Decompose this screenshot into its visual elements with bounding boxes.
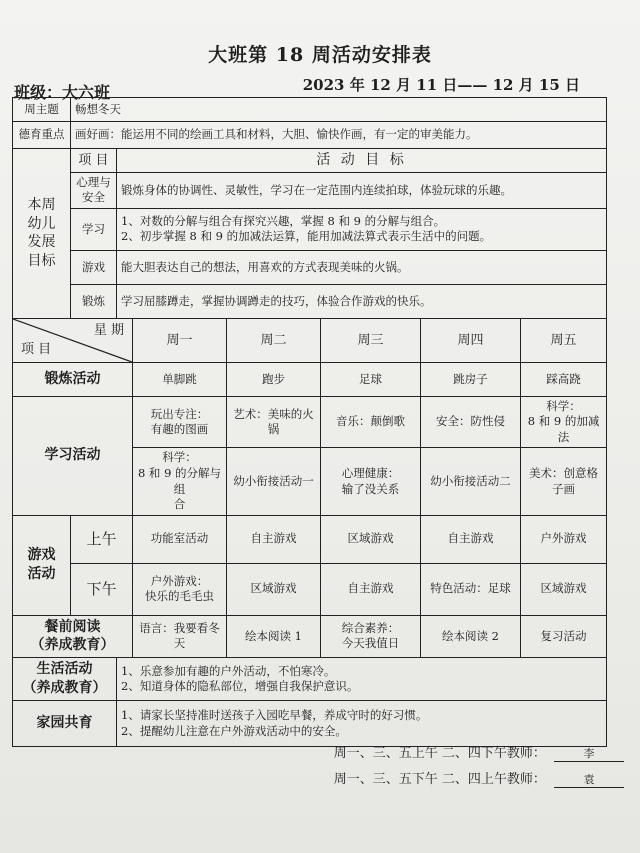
cell-line: 户外游戏：	[150, 573, 209, 588]
cell-line: 合	[173, 497, 186, 512]
cell-line: 输了没关系	[341, 481, 400, 496]
day-header: 周五	[521, 318, 607, 362]
corner-bottom-label: 项 目	[21, 342, 52, 358]
reading-cell: 绘本阅读 1	[227, 615, 321, 658]
teacher-signature-1: 李	[554, 745, 624, 762]
learning-cell: 幼小衔接活动一	[227, 448, 321, 515]
exercise-cell: 跑步	[227, 362, 321, 396]
goals-section-line: 本周	[27, 196, 56, 213]
goal-text: 锻炼身体的协调性、灵敏性，学习在一定范围内连续拍球，体验玩球的乐趣。	[117, 172, 607, 208]
home-label: 家园共育	[13, 701, 117, 747]
life-line: 2、知道身体的隐私部位，增强自我保护意识。	[121, 679, 359, 694]
learning-cell: 幼小衔接活动二	[421, 448, 521, 515]
goals-header-row	[13, 149, 607, 173]
goals-section-line: 发展	[27, 234, 56, 251]
goal-text	[117, 208, 607, 250]
teacher-line-2-text: 周一、三、五下午 二、四上午教师：	[333, 772, 546, 787]
exercise-label: 锻炼活动	[13, 362, 133, 396]
goals-item-header: 项 目	[71, 149, 117, 173]
home-line: 2、提醒幼儿注意在户外游戏活动中的安全。	[121, 723, 347, 738]
cell-line: 有趣的图画	[150, 422, 209, 437]
home-row	[13, 701, 607, 747]
reading-label-line: 餐前阅读	[44, 618, 101, 635]
goal-item-line: 安全	[82, 190, 105, 205]
goals-section-line: 目标	[27, 253, 56, 270]
game-am-cell: 自主游戏	[227, 515, 321, 563]
life-label-line: （养成教育）	[22, 680, 107, 697]
game-pm-cell: 区域游戏	[227, 563, 321, 615]
goals-section-line: 幼儿	[27, 215, 56, 232]
game-am-cell: 户外游戏	[521, 515, 607, 563]
cell-line: 综合素养：	[341, 620, 400, 635]
exercise-cell: 单脚跳	[133, 362, 227, 396]
theme-label: 周主题	[13, 98, 71, 122]
goal-item-line: 心理与	[76, 174, 111, 189]
goal-item	[71, 172, 117, 208]
cell-line: 玩出专注：	[150, 406, 209, 421]
teacher-line-2	[334, 768, 624, 788]
cell-line: 快乐的毛毛虫	[145, 589, 214, 604]
goal-text: 能大胆表达自己的想法，用喜欢的方式表现美味的火锅。	[117, 250, 607, 284]
game-am-cell: 自主游戏	[421, 515, 521, 563]
reading-cell: 复习活动	[521, 615, 607, 658]
moral-row	[13, 122, 607, 149]
reading-cell	[321, 615, 421, 658]
goal-item: 学习	[71, 208, 117, 250]
reading-label-line: （养成教育）	[30, 637, 115, 654]
teacher-signature-2: 袁	[554, 771, 624, 788]
page-title: 大班第 18 周活动安排表	[208, 44, 432, 66]
game-label-line: 游戏	[27, 547, 56, 564]
exercise-cell: 跳房子	[421, 362, 521, 396]
goals-goal-header: 活 动 目 标	[117, 149, 607, 173]
game-pm-cell: 区域游戏	[521, 563, 607, 615]
cell-line: 8 和 9 的加减法	[527, 414, 600, 444]
learning-cell: 美术：创意格子画	[521, 448, 607, 515]
game-pm-label: 下午	[71, 563, 133, 615]
cell-line: 心理健康：	[341, 465, 400, 480]
goal-text: 学习屈膝蹲走，掌握协调蹲走的技巧，体验合作游戏的快乐。	[117, 284, 607, 318]
goal-item: 游戏	[71, 250, 117, 284]
schedule-table	[12, 97, 607, 747]
theme-value: 畅想冬天	[71, 98, 607, 122]
days-header-row	[13, 318, 607, 362]
exercise-cell: 踩高跷	[521, 362, 607, 396]
goal-row	[13, 208, 607, 250]
game-am-label: 上午	[71, 515, 133, 563]
reading-cell: 绘本阅读 2	[421, 615, 521, 658]
teacher-line-1	[334, 742, 624, 762]
learning-cell: 艺术：美味的火锅	[227, 396, 321, 448]
reading-row	[13, 615, 607, 658]
game-label	[13, 515, 71, 615]
goal-row	[13, 172, 607, 208]
day-header: 周四	[421, 318, 521, 362]
life-row	[13, 658, 607, 701]
game-am-cell: 区域游戏	[321, 515, 421, 563]
learning-cell: 音乐：颠倒歌	[321, 396, 421, 448]
day-header: 周一	[133, 318, 227, 362]
cell-line: 科学：	[546, 398, 581, 413]
corner-top-label: 星 期	[93, 322, 124, 338]
goal-text-line: 2、初步掌握 8 和 9 的加减法运算，能用加减法算式表示生活中的问题。	[121, 229, 492, 244]
goal-text-line: 1、对数的分解与组合有探究兴趣，掌握 8 和 9 的分解与组合。	[121, 213, 446, 228]
game-am-cell: 功能室活动	[133, 515, 227, 563]
day-header: 周二	[227, 318, 321, 362]
learning-cell	[133, 448, 227, 515]
moral-value: 画好画：能运用不同的绘画工具和材料，大胆、愉快作画，有一定的审美能力。	[71, 122, 607, 149]
reading-label	[13, 615, 133, 658]
game-pm-cell: 特色活动：足球	[421, 563, 521, 615]
goal-item: 锻炼	[71, 284, 117, 318]
goal-row	[13, 250, 607, 284]
game-pm-cell	[133, 563, 227, 615]
reading-cell: 语言：我要看冬天	[133, 615, 227, 658]
game-pm-row	[13, 563, 607, 615]
learning-cell	[133, 396, 227, 448]
learning-cell	[321, 448, 421, 515]
teacher-line-1-text: 周一、三、五上午 二、四下午教师：	[333, 746, 546, 761]
learning-cell	[521, 396, 607, 448]
learning-label: 学习活动	[13, 396, 133, 515]
corner-cell	[13, 318, 133, 362]
game-pm-cell: 自主游戏	[321, 563, 421, 615]
cell-line: 8 和 9 的分解与组	[137, 465, 222, 496]
learning-cell: 安全：防性侵	[421, 396, 521, 448]
goals-section-label	[13, 149, 71, 319]
day-header: 周三	[321, 318, 421, 362]
exercise-cell: 足球	[321, 362, 421, 396]
home-line: 1、请家长坚持准时送孩子入园吃早餐，养成守时的好习惯。	[121, 708, 428, 723]
goal-row	[13, 284, 607, 318]
learning-row	[13, 396, 607, 448]
moral-label: 德育重点	[13, 122, 71, 149]
game-label-line: 活动	[27, 566, 56, 583]
life-line: 1、乐意参加有趣的户外活动，不怕寒冷。	[121, 663, 336, 678]
home-text	[117, 701, 607, 747]
life-label	[13, 658, 117, 701]
theme-row	[13, 98, 607, 122]
cell-line: 今天我值日	[341, 636, 400, 651]
life-label-line: 生活活动	[36, 661, 93, 678]
date-range: 2023 年 12 月 11 日—— 12 月 15 日	[302, 76, 580, 94]
exercise-row	[13, 362, 607, 396]
cell-line: 科学：	[162, 450, 197, 465]
game-am-row	[13, 515, 607, 563]
life-text	[117, 658, 607, 701]
class-label: 班级：大六班	[14, 83, 111, 102]
